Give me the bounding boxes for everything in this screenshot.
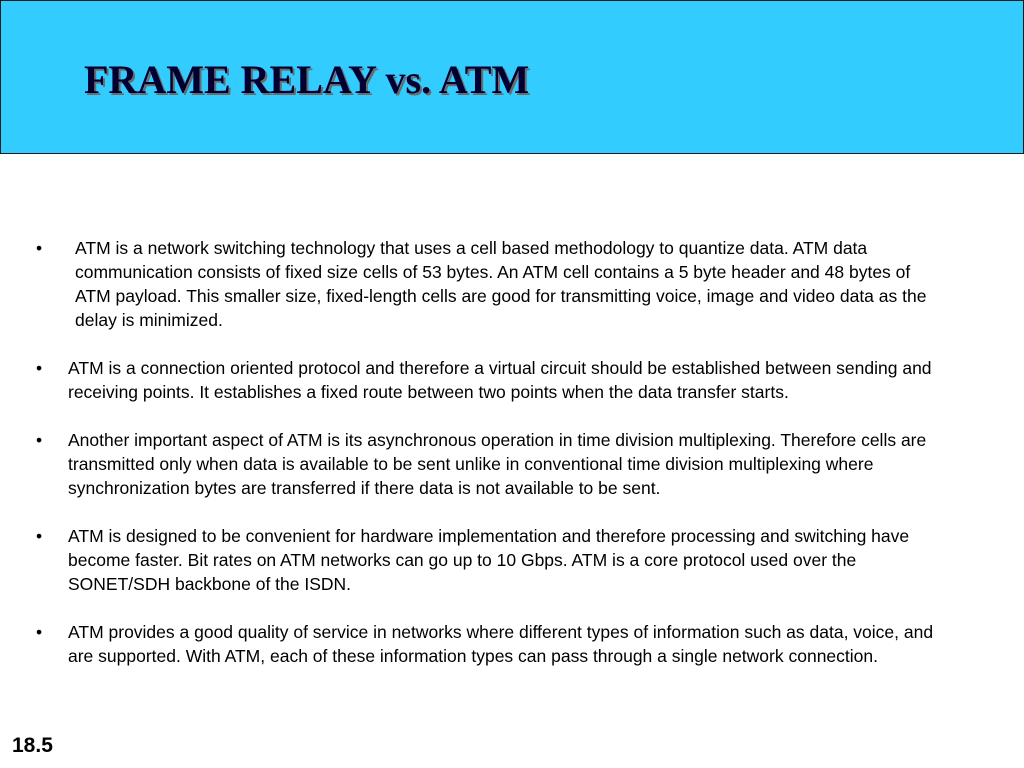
- bullet-item: [0, 236, 1024, 332]
- slide-title: FRAME RELAY vs. ATM: [84, 57, 530, 102]
- bullet-item: [0, 620, 1024, 668]
- bullet-marker: •: [36, 238, 43, 258]
- bullet-text: Another important aspect of ATM is its asynchronous operation in time division multiplexing. Therefore cells are transmitted only when data is available to be sent unlike in conventional time division multiplexing where synchronization bytes are transferred if there data is not available to be sent.: [68, 430, 927, 498]
- bullet-text: ATM is a network switching technology that uses a cell based methodology to quantize data. ATM data communication consists of fixed size cells of 53 bytes. An ATM cell contains a 5 byte header and 48 bytes of ATM payload. This smaller size, fixed-length cells are good for transmitting voice, image and video data as the delay is minimized.: [75, 238, 927, 330]
- bullet-marker: •: [36, 622, 43, 642]
- bullet-text: ATM is a connection oriented protocol and therefore a virtual circuit should be established between sending and receiving points. It establishes a fixed route between two points when the data transfer starts.: [68, 358, 932, 402]
- bullet-item: [0, 428, 1024, 500]
- bullet-item: [0, 524, 1024, 596]
- slide-number: 18.5: [12, 734, 53, 757]
- bullet-text: ATM is designed to be convenient for hardware implementation and therefore processing and switching have become faster. Bit rates on ATM networks can go up to 10 Gbps. ATM is a core protocol used over the SONET/SDH backbone of the ISDN.: [68, 526, 910, 594]
- bullet-list: [0, 236, 1024, 668]
- bullet-marker: •: [36, 358, 43, 378]
- bullet-item: [0, 356, 1024, 404]
- bullet-marker: •: [36, 430, 43, 450]
- bullet-marker: •: [36, 526, 43, 546]
- bullet-text: ATM provides a good quality of service in networks where different types of information such as data, voice, and are supported. With ATM, each of these information types can pass through a single network connection.: [68, 622, 934, 666]
